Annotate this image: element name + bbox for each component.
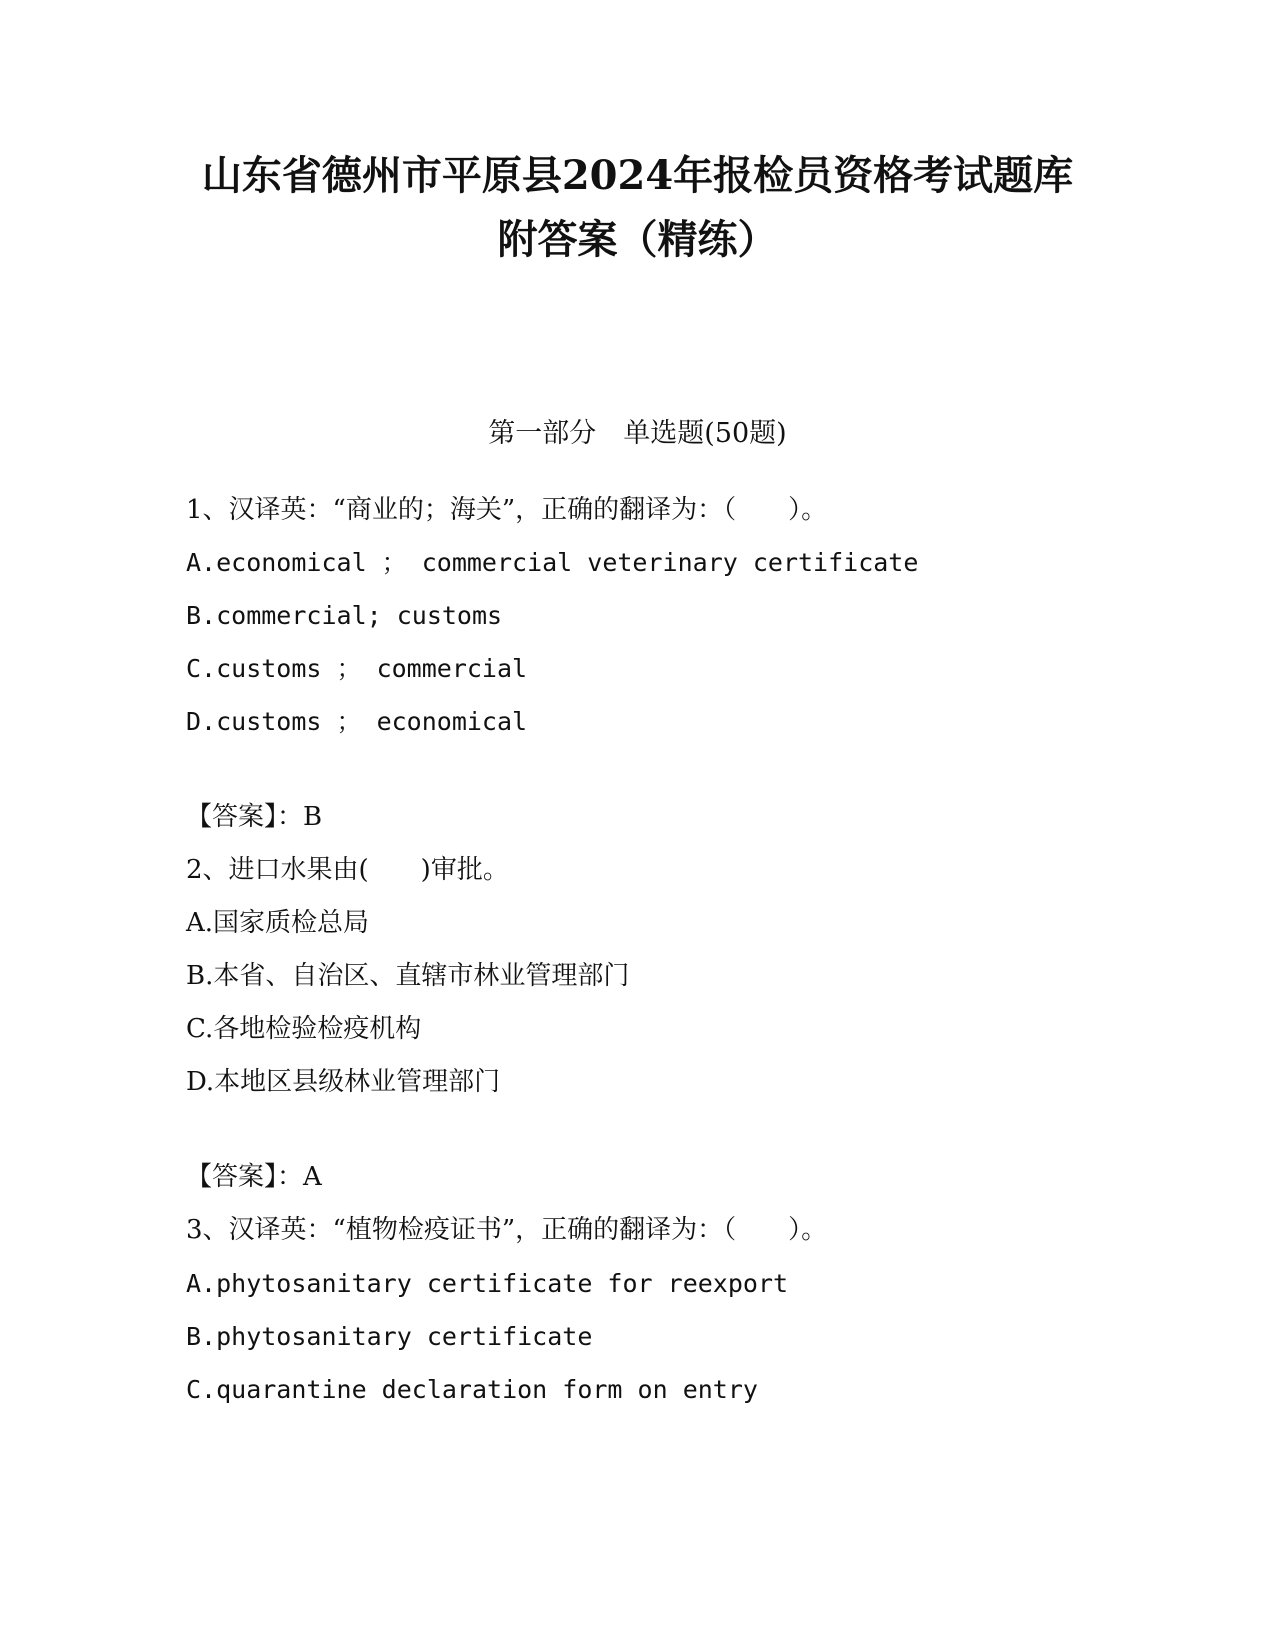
title-line-1: 山东省德州市平原县2024年报检员资格考试题库 — [201, 152, 1074, 199]
question-text: 1、汉译英：“商业的；海关”，正确的翻译为：（ ）。 — [186, 495, 828, 525]
option-b: B.本省、自治区、直辖市林业管理部门 — [186, 961, 630, 991]
section-heading: 第一部分 单选题(50题) — [488, 418, 787, 449]
title-line-2: 附答案（精练） — [497, 216, 778, 263]
question-text: 2、进口水果由( )审批。 — [186, 855, 509, 885]
option-b: B.commercial; customs — [186, 601, 503, 630]
answer-label: 【答案】：B — [186, 802, 323, 832]
answer-label: 【答案】：A — [186, 1162, 322, 1192]
option-d: D.customs ； economical — [186, 707, 528, 736]
option-c: C.各地检验检疫机构 — [186, 1014, 422, 1044]
option-a: A.phytosanitary certificate for reexport — [186, 1269, 789, 1298]
option-a: A.economical ； commercial veterinary certificate — [186, 548, 919, 577]
option-b: B.phytosanitary certificate — [186, 1322, 593, 1351]
question-text: 3、汉译英：“植物检疫证书”，正确的翻译为：（ ）。 — [186, 1215, 828, 1245]
option-c: C.quarantine declaration form on entry — [186, 1375, 758, 1404]
option-c: C.customs ； commercial — [186, 654, 528, 683]
option-d: D.本地区县级林业管理部门 — [186, 1067, 501, 1097]
option-a: A.国家质检总局 — [186, 908, 370, 938]
